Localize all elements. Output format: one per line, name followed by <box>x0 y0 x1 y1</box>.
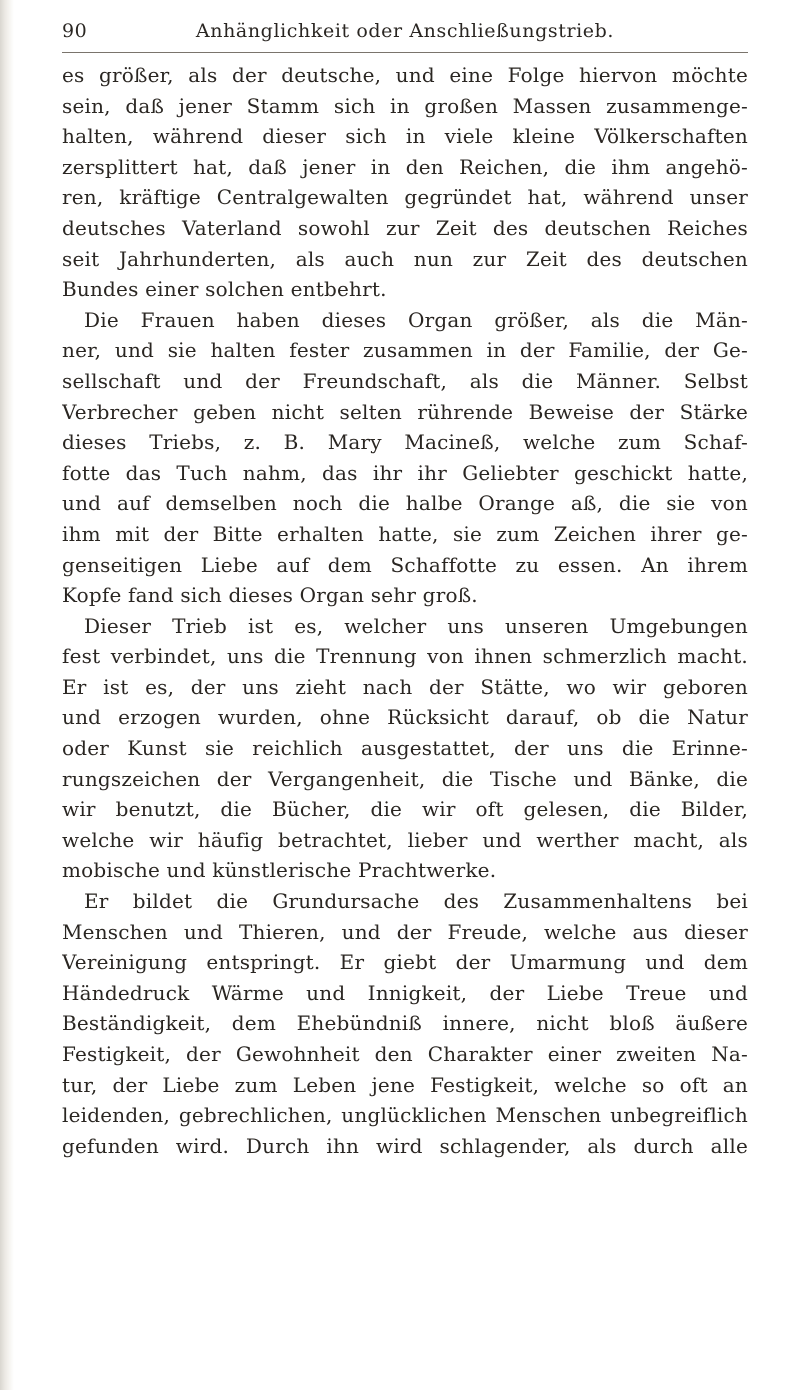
text-line: und erzogen wurden, ohne Rücksicht darauf, ob die Natur <box>62 705 748 730</box>
running-head <box>52 0 758 68</box>
page-number: 90 <box>62 20 88 42</box>
text-line: welche wir häufig betrachtet, lieber und werther macht, als <box>62 827 748 852</box>
text-line: Menschen und Thieren, und der Freude, welche aus dieser <box>62 919 748 944</box>
text-line: fest verbindet, uns die Trennung von ihnen schmerzlich macht. <box>62 644 748 669</box>
text-line: ihm mit der Bitte erhalten hatte, sie zum Zeichen ihrer ge- <box>62 521 748 546</box>
text-line: sellschaft und der Freundschaft, als die Männer. Selbst <box>62 368 748 393</box>
header-rule <box>62 52 748 53</box>
text-line: zersplittert hat, daß jener in den Reichen, die ihm angehö- <box>62 154 748 179</box>
body-text <box>62 60 748 1161</box>
text-line: Die Frauen haben dieses Organ größer, als die Män- <box>84 307 748 332</box>
text-line: Vereinigung entspringt. Er giebt der Umarmung und dem <box>62 950 748 975</box>
text-line: halten, während dieser sich in viele kleine Völkerschaften <box>62 124 748 149</box>
text-line: tur, der Liebe zum Leben jene Festigkeit, welche so oft an <box>62 1072 748 1097</box>
text-line: Bundes einer solchen entbehrt. <box>62 277 387 302</box>
running-title: Anhänglichkeit oder Anschließungstrieb. <box>195 20 615 42</box>
text-line: fotte das Tuch nahm, das ihr ihr Geliebter geschickt hatte, <box>62 460 748 485</box>
page-binding-edge <box>0 0 14 1390</box>
text-line: Dieser Trieb ist es, welcher uns unseren Umgebungen <box>84 613 748 638</box>
text-line: seit Jahrhunderten, als auch nun zur Zeit des deutschen <box>62 246 748 271</box>
text-line: Er ist es, der uns zieht nach der Stätte, wo wir geboren <box>62 674 748 699</box>
text-line: Er bildet die Grundursache des Zusammenhaltens bei <box>84 889 748 914</box>
text-line: deutsches Vaterland sowohl zur Zeit des deutschen Reiches <box>62 215 748 240</box>
text-line: wir benutzt, die Bücher, die wir oft gelesen, die Bilder, <box>62 797 748 822</box>
text-line: ren, kräftige Centralgewalten gegründet hat, während unser <box>62 185 748 210</box>
text-line: oder Kunst sie reichlich ausgestattet, der uns die Erinne- <box>62 736 748 761</box>
book-page <box>52 0 758 1390</box>
text-line: und auf demselben noch die halbe Orange aß, die sie von <box>62 491 748 516</box>
text-line: Händedruck Wärme und Innigkeit, der Liebe Treue und <box>62 980 748 1005</box>
text-line: Festigkeit, der Gewohnheit den Charakter einer zweiten Na- <box>62 1042 748 1066</box>
text-line: Verbrecher geben nicht selten rührende Beweise der Stärke <box>62 399 748 424</box>
text-line: ner, und sie halten fester zusammen in der Familie, der Ge- <box>62 338 748 363</box>
text-line: leidenden, gebrechlichen, unglücklichen Menschen unbegreiflich <box>62 1103 748 1128</box>
text-line: genseitigen Liebe auf dem Schaffotte zu essen. An ihrem <box>62 552 748 577</box>
text-line: es größer, als der deutsche, und eine Folge hiervon möchte <box>62 63 748 87</box>
text-line: mobische und künstlerische Prachtwerke. <box>62 858 497 883</box>
text-line: rungszeichen der Vergangenheit, die Tische und Bänke, die <box>62 766 748 791</box>
text-line: Beständigkeit, dem Ehebündniß innere, nicht bloß äußere <box>62 1011 748 1036</box>
text-line: dieses Triebs, z. B. Mary Macineß, welche zum Schaf- <box>62 430 748 455</box>
text-line: sein, daß jener Stamm sich in großen Massen zusammenge- <box>62 93 748 118</box>
text-line: Kopfe fand sich dieses Organ sehr groß. <box>62 583 478 608</box>
text-line: gefunden wird. Durch ihn wird schlagender, als durch alle <box>62 1133 748 1158</box>
